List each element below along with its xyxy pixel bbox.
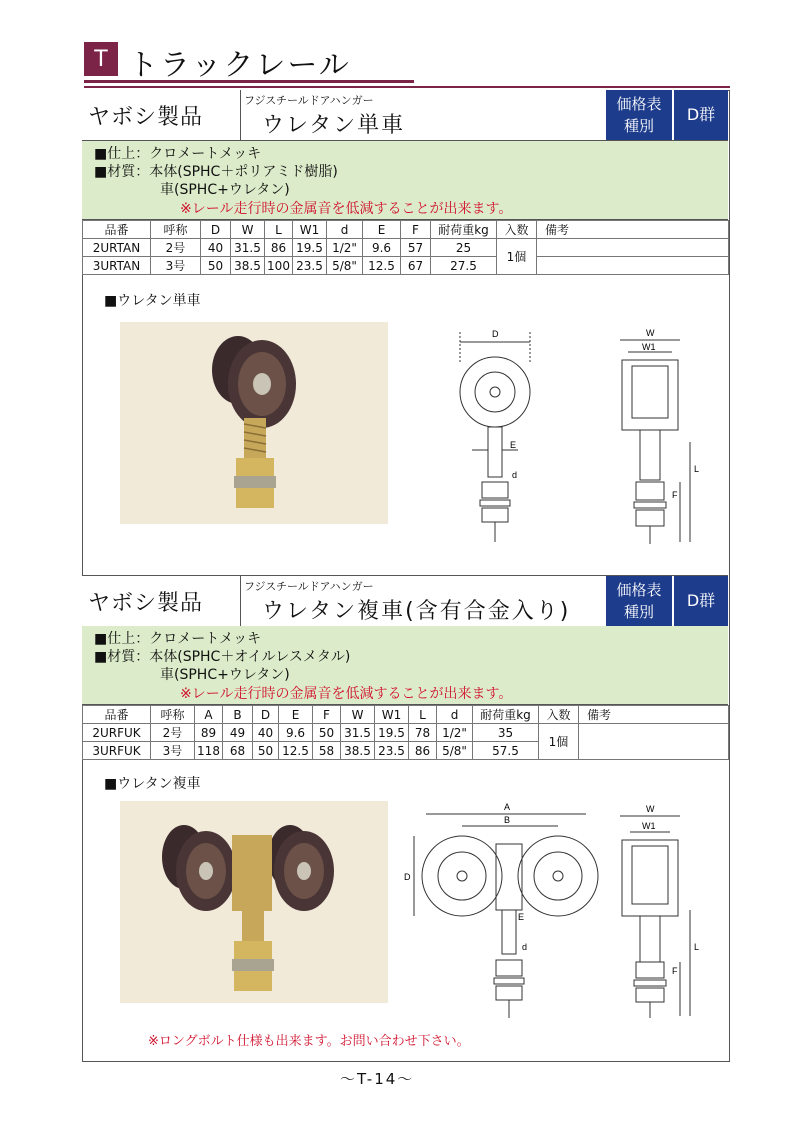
table-row: [83, 257, 729, 275]
maker-name: ヤボシ製品: [88, 105, 204, 130]
dim-label: F: [672, 490, 678, 500]
table-cell: 67: [401, 257, 431, 275]
header-cell: W: [341, 706, 375, 724]
header-cell: D: [253, 706, 279, 724]
table-row: [83, 239, 729, 257]
dim-label: A: [504, 802, 511, 812]
dim-label: L: [694, 464, 700, 474]
table-cell: 19.5: [293, 239, 327, 257]
price-group: D群: [674, 90, 728, 140]
price-group: D群: [674, 576, 728, 626]
table-cell: 3URFUK: [83, 742, 151, 760]
header-cell: D: [201, 221, 231, 239]
header-cell: E: [279, 706, 313, 724]
divider: [240, 576, 241, 626]
material-spec: ■材質：本体(SPHC＋オイルレスメタル): [94, 649, 351, 665]
table-header-row: [83, 706, 729, 724]
dim-label: W: [646, 328, 655, 338]
header-cell: 呼称: [151, 706, 195, 724]
table-cell: 5/8": [327, 257, 363, 275]
table-cell: 12.5: [363, 257, 401, 275]
header-cell: 入数: [539, 706, 579, 724]
table-cell: 2号: [151, 724, 195, 742]
product-series: フジスチールドアハンガー: [244, 580, 374, 593]
table-cell: 3URTAN: [83, 257, 151, 275]
spec-block-double: [82, 626, 728, 705]
header-cell: 品番: [83, 221, 151, 239]
header-cell: d: [327, 221, 363, 239]
header-cell: 入数: [497, 221, 537, 239]
dim-label: d: [522, 942, 528, 952]
table-cell: 25: [431, 239, 497, 257]
dim-label: B: [504, 815, 511, 825]
header-cell: F: [313, 706, 341, 724]
finish-spec: ■仕上：クロメートメッキ: [94, 146, 262, 162]
front-view-drawing-single: [450, 322, 560, 552]
table-cell: 89: [195, 724, 223, 742]
header-cell: F: [401, 221, 431, 239]
table-cell: 3号: [151, 742, 195, 760]
spec-table-single: [82, 220, 729, 275]
table-row: [83, 724, 729, 742]
table-cell: 78: [409, 724, 437, 742]
dim-label: L: [694, 942, 700, 952]
table-cell: 49: [223, 724, 253, 742]
header-cell: 耐荷重kg: [473, 706, 539, 724]
remarks-cell: [579, 724, 729, 760]
table-cell: 50: [253, 742, 279, 760]
title-rule: [84, 80, 414, 83]
long-bolt-note: ※ロングボルト仕様も出来ます。お問い合わせ下さい。: [148, 1034, 470, 1049]
spec-block-single: [82, 141, 728, 220]
dim-label: W1: [642, 821, 656, 831]
table-cell: 38.5: [341, 742, 375, 760]
table-cell: 57: [401, 239, 431, 257]
table-cell: 1/2": [327, 239, 363, 257]
table-cell: 31.5: [341, 724, 375, 742]
header-cell: E: [363, 221, 401, 239]
table-cell: 3号: [151, 257, 201, 275]
table-cell: 40: [201, 239, 231, 257]
table-cell: 50: [313, 724, 341, 742]
remarks-cell: [537, 239, 729, 257]
table-cell: 27.5: [431, 257, 497, 275]
photo-caption: ■ウレタン単車: [104, 293, 201, 309]
noise-note: ※レール走行時の金属音を低減することが出来ます。: [180, 201, 513, 217]
price-category-label: 価格表 種別: [606, 90, 672, 140]
side-view-drawing-single: [610, 322, 710, 552]
table-cell: 23.5: [375, 742, 409, 760]
table-cell: 86: [409, 742, 437, 760]
header-cell: A: [195, 706, 223, 724]
header-cell: 耐荷重kg: [431, 221, 497, 239]
table-cell: 9.6: [363, 239, 401, 257]
page-title: トラックレール: [128, 48, 351, 83]
dim-label: W: [646, 804, 655, 814]
table-cell: 31.5: [231, 239, 265, 257]
table-cell: 57.5: [473, 742, 539, 760]
table-cell: 9.6: [279, 724, 313, 742]
table-cell: 19.5: [375, 724, 409, 742]
dim-label: D: [492, 329, 499, 339]
product-header-single: [82, 90, 728, 141]
divider: [240, 90, 241, 140]
table-cell: 86: [265, 239, 293, 257]
table-cell: 1/2": [437, 724, 473, 742]
front-view-drawing-double: [400, 800, 600, 1025]
dim-label: E: [518, 912, 525, 922]
table-cell: 38.5: [231, 257, 265, 275]
header-cell: 品番: [83, 706, 151, 724]
side-view-drawing-double: [610, 800, 710, 1025]
table-cell: 40: [253, 724, 279, 742]
header-cell: L: [409, 706, 437, 724]
product-name: ウレタン単車: [262, 113, 406, 138]
table-cell: 100: [265, 257, 293, 275]
noise-note: ※レール走行時の金属音を低減することが出来ます。: [180, 686, 513, 702]
product-photo-single: [120, 322, 388, 524]
remarks-cell: [537, 257, 729, 275]
product-header-double: [82, 575, 728, 627]
table-cell: 5/8": [437, 742, 473, 760]
table-header-row: [83, 221, 729, 239]
product-name: ウレタン複車(含有合金入り): [262, 599, 571, 624]
table-cell: 12.5: [279, 742, 313, 760]
wheel-spec: 車(SPHC+ウレタン): [160, 182, 290, 198]
table-cell: 2号: [151, 239, 201, 257]
header-cell: W1: [375, 706, 409, 724]
quantity-cell: 1個: [539, 724, 579, 760]
table-cell: 50: [201, 257, 231, 275]
header-cell: W: [231, 221, 265, 239]
table-cell: 35: [473, 724, 539, 742]
table-cell: 58: [313, 742, 341, 760]
dim-label: D: [404, 872, 411, 882]
header-cell: W1: [293, 221, 327, 239]
header-cell: 備考: [537, 221, 729, 239]
photo-caption: ■ウレタン複車: [104, 776, 201, 792]
product-series: フジスチールドアハンガー: [244, 94, 374, 107]
table-cell: 2URFUK: [83, 724, 151, 742]
table-cell: 23.5: [293, 257, 327, 275]
header-cell: 呼称: [151, 221, 201, 239]
title-underline: [84, 86, 730, 88]
dim-label: W1: [642, 342, 656, 352]
product-photo-double: [120, 801, 388, 1003]
dim-label: d: [512, 470, 518, 480]
section-badge: T: [84, 42, 118, 76]
table-cell: 118: [195, 742, 223, 760]
dim-label: E: [510, 440, 517, 450]
wheel-spec: 車(SPHC+ウレタン): [160, 667, 290, 683]
header-cell: d: [437, 706, 473, 724]
price-category-label: 価格表 種別: [606, 576, 672, 626]
quantity-cell: 1個: [497, 239, 537, 275]
table-cell: 2URTAN: [83, 239, 151, 257]
header-cell: L: [265, 221, 293, 239]
header-cell: B: [223, 706, 253, 724]
header-cell: 備考: [579, 706, 729, 724]
table-cell: 68: [223, 742, 253, 760]
spec-table-double: [82, 705, 729, 760]
material-spec: ■材質：本体(SPHC＋ポリアミド樹脂): [94, 164, 338, 180]
finish-spec: ■仕上：クロメートメッキ: [94, 631, 262, 647]
page-number: 〜T-14〜: [340, 1070, 415, 1088]
maker-name: ヤボシ製品: [88, 591, 204, 616]
dim-label: F: [672, 966, 678, 976]
